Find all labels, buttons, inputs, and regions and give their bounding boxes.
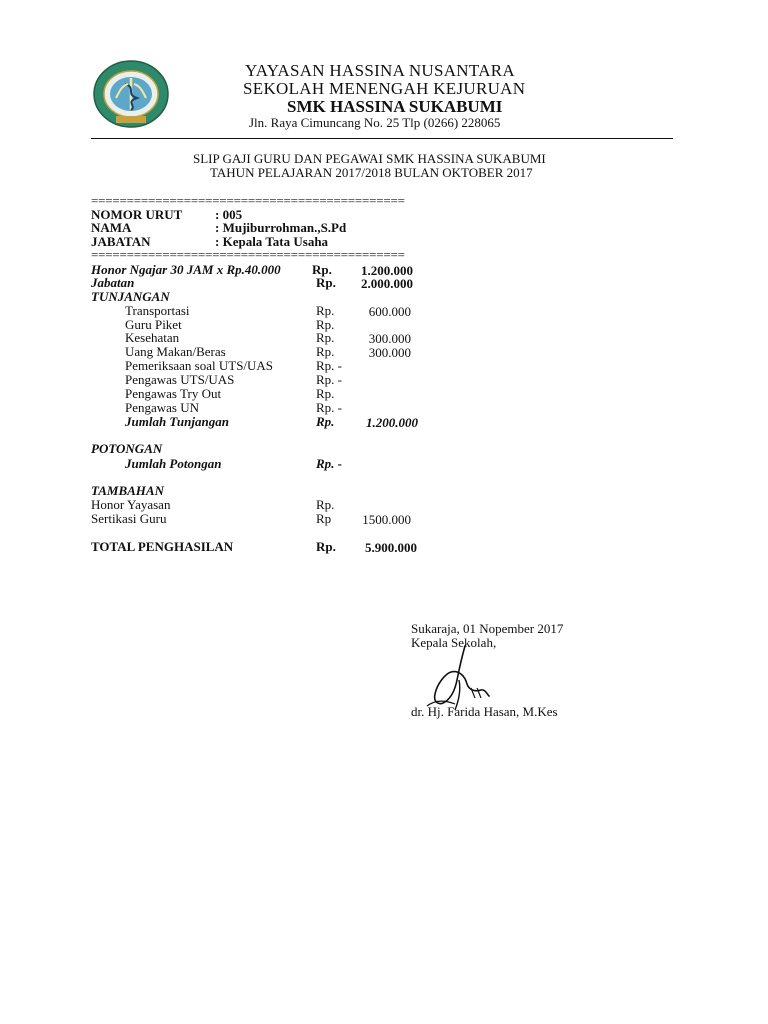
tunjangan-item-rp: Rp.: [316, 344, 335, 359]
tunjangan-item-value: 600.000: [368, 304, 411, 319]
slip-period: TAHUN PELAJARAN 2017/2018 BULAN OKTOBER 2017: [210, 165, 533, 180]
nama-value: : Mujiburrohman.,S.Pd: [215, 220, 347, 235]
jabatan-pay-rp: Rp.: [316, 275, 336, 290]
tambahan-item-rp: Rp: [316, 511, 332, 526]
honor-label: Honor Ngajar 30 JAM x Rp.40.000: [91, 262, 281, 277]
jabatan-pay-label: Jabatan: [91, 275, 135, 290]
tambahan-item-label: Sertikasi Guru: [91, 511, 167, 526]
tambahan-item-value: 1500.000: [362, 512, 411, 527]
slip-title: SLIP GAJI GURU DAN PEGAWAI SMK HASSINA SUKABUMI: [193, 151, 546, 166]
tunjangan-item-rp: Rp.: [316, 386, 335, 401]
jumlah-potongan-rp: Rp. -: [316, 456, 342, 471]
tunjangan-item-label: Transportasi: [125, 303, 190, 318]
tunjangan-item-label: Guru Piket: [125, 317, 182, 332]
tunjangan-item-value: 300.000: [368, 345, 411, 360]
nomor-value: : 005: [215, 207, 243, 222]
signature-place-date: Sukaraja, 01 Nopember 2017: [411, 621, 564, 636]
tunjangan-item-label: Pengawas UTS/UAS: [125, 372, 235, 387]
header-divider: [91, 138, 673, 139]
tunjangan-item-label: Pengawas Try Out: [125, 386, 222, 401]
tunjangan-item-rp: Rp.: [316, 330, 335, 345]
jumlah-potongan-label: Jumlah Potongan: [125, 456, 222, 471]
total-value: 5.900.000: [365, 540, 417, 555]
school-logo: [92, 58, 170, 130]
signature-role: Kepala Sekolah,: [411, 635, 497, 650]
tunjangan-item-rp: Rp.: [316, 317, 335, 332]
tunjangan-item-rp: Rp. -: [316, 358, 342, 373]
jabatan-pay-value: 2.000.000: [361, 276, 413, 291]
total-label: TOTAL PENGHASILAN: [91, 539, 234, 554]
honor-value: 1.200.000: [361, 263, 413, 278]
tambahan-item-rp: Rp.: [316, 497, 335, 512]
jabatan-label: JABATAN: [91, 234, 151, 249]
school-address: Jln. Raya Cimuncang No. 25 Tlp (0266) 228065: [249, 115, 501, 130]
jumlah-tunjangan-rp: Rp.: [316, 414, 335, 429]
nomor-label: NOMOR URUT: [91, 207, 183, 222]
signature-name: dr. Hj. Farida Hasan, M.Kes: [411, 704, 558, 719]
tunjangan-item-label: Kesehatan: [125, 330, 180, 345]
school-type: SEKOLAH MENENGAH KEJURUAN: [243, 79, 526, 98]
tunjangan-item-rp: Rp.: [316, 303, 335, 318]
total-rp: Rp.: [316, 539, 336, 554]
honor-rp: Rp.: [312, 262, 332, 277]
jabatan-value: : Kepala Tata Usaha: [215, 234, 329, 249]
tambahan-heading: TAMBAHAN: [91, 483, 164, 498]
tunjangan-item-label: Pemeriksaan soal UTS/UAS: [125, 358, 274, 373]
jumlah-tunjangan-label: Jumlah Tunjangan: [125, 414, 229, 429]
tunjangan-heading: TUNJANGAN: [91, 289, 170, 304]
tunjangan-item-label: Uang Makan/Beras: [125, 344, 226, 359]
potongan-heading: POTONGAN: [91, 441, 163, 456]
tambahan-item-label: Honor Yayasan: [91, 497, 171, 512]
tunjangan-item-rp: Rp. -: [316, 372, 342, 387]
separator-bottom: ============================================: [91, 247, 405, 262]
foundation-name: YAYASAN HASSINA NUSANTARA: [245, 61, 516, 80]
tunjangan-item-rp: Rp. -: [316, 400, 342, 415]
tunjangan-item-label: Pengawas UN: [125, 400, 200, 415]
separator-top: ============================================: [91, 193, 405, 208]
jumlah-tunjangan-value: 1.200.000: [366, 415, 418, 430]
tunjangan-item-value: 300.000: [368, 331, 411, 346]
school-name: SMK HASSINA SUKABUMI: [287, 97, 503, 116]
nama-label: NAMA: [91, 220, 132, 235]
